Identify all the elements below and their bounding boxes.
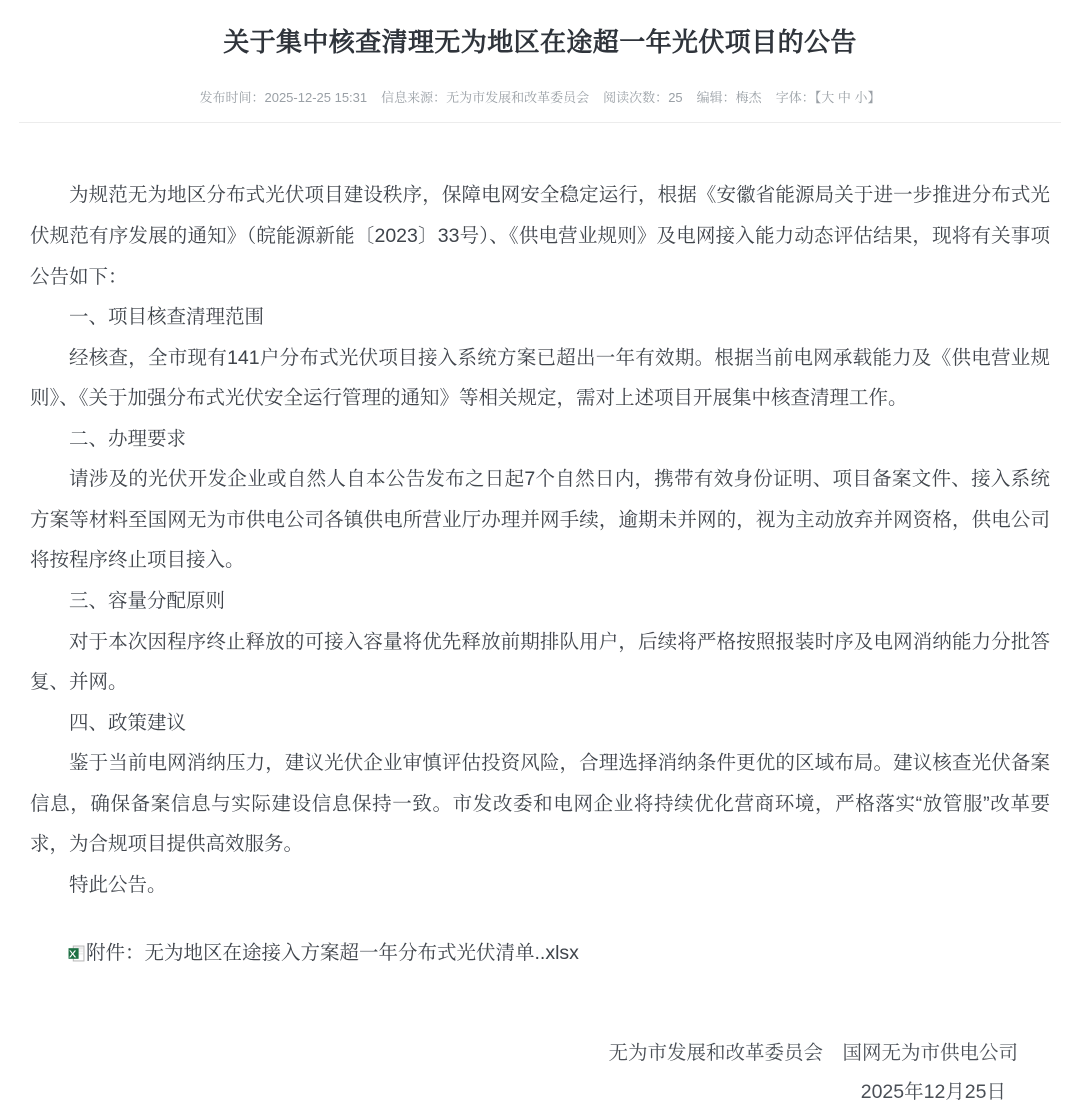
views-label: 阅读次数： (603, 89, 669, 105)
section-heading-1: 一、项目核查清理范围 (69, 306, 265, 329)
section-heading-3: 三、容量分配原则 (69, 589, 226, 612)
font-size-label: 字体： (775, 89, 815, 105)
source-meta (381, 90, 589, 105)
editor-meta (697, 90, 762, 105)
document-meta (0, 88, 1080, 109)
signature-date: 2025年12月25日 (860, 1081, 1006, 1104)
font-size-large-button[interactable]: 大 (821, 89, 835, 105)
section-heading-4: 四、政策建议 (69, 711, 187, 734)
source-label: 信息来源： (381, 89, 447, 105)
section-paragraph-1: 经核查，全市现有141户分布式光伏项目接入系统方案已超出一年有效期。根据当前电网承载能力及《供电营业规则》、《关于加强分布式光伏安全运行管理的通知》等相关规定，需对上述项目开展集中核查清理工作。 (30, 346, 1050, 410)
section-heading-2: 二、办理要求 (69, 427, 187, 450)
publish-time-meta (199, 90, 367, 105)
excel-file-icon (68, 945, 85, 962)
editor-label: 编辑： (696, 89, 736, 105)
bracket-open: 【 (814, 89, 822, 105)
publish-time-label: 发布时间： (199, 89, 265, 105)
font-size-small-button[interactable]: 小 (854, 89, 868, 105)
page-title: 关于集中核查清理无为地区在途超一年光伏项目的公告 (223, 27, 857, 57)
document-body (0, 123, 1080, 905)
attachment-link[interactable] (68, 935, 1050, 972)
attachment-section (0, 905, 1080, 972)
font-size-switcher (776, 90, 881, 105)
intro-paragraph: 为规范无为地区分布式光伏项目建设秩序，保障电网安全稳定运行，根据《安徽省能源局关于进一步推进分布式光伏规范有序发展的通知》（皖能源新能〔2023〕33号）、《供电营业规则》及电网接入能力动态评估结果，现将有关事项公告如下： (30, 184, 1050, 288)
bracket-close: 】 (867, 89, 881, 105)
attachment-filename[interactable]: 附件：无为地区在途接入方案超一年分布式光伏清单..xlsx (86, 942, 579, 965)
source-value: 无为市发展和改革委员会 (446, 89, 590, 105)
views-count: 25 (668, 89, 683, 105)
document-signature (0, 972, 1080, 1112)
signature-issuers: 无为市发展和改革委员会 国网无为市供电公司 (608, 1042, 1018, 1065)
editor-value: 梅杰 (735, 89, 762, 105)
publish-time-value: 2025-12-25 15:31 (264, 89, 368, 105)
section-paragraph-4: 鉴于当前电网消纳压力，建议光伏企业审慎评估投资风险，合理选择消纳条件更优的区域布局。建议核查光伏备案信息，确保备案信息与实际建设信息保持一致。市发改委和电网企业将持续优化营商环境，严格落实“放管服”改革要求，为合规项目提供高效服务。 (30, 752, 1050, 856)
document-header (0, 0, 1080, 123)
closing-paragraph: 特此公告。 (69, 873, 167, 896)
page-left-rail (0, 0, 6, 1104)
views-meta (603, 90, 682, 105)
section-paragraph-3: 对于本次因程序终止释放的可接入容量将优先释放前期排队用户，后续将严格按照报装时序及电网消纳能力分批答复、并网。 (30, 630, 1050, 694)
section-paragraph-2: 请涉及的光伏开发企业或自然人自本公告发布之日起7个自然日内，携带有效身份证明、项目备案文件、接入系统方案等材料至国网无为市供电公司各镇供电所营业厅办理并网手续，逾期未并网的，视为主动放弃并网资格，供电公司将按程序终止项目接入。 (30, 468, 1050, 572)
font-size-medium-button[interactable]: 中 (837, 89, 851, 105)
